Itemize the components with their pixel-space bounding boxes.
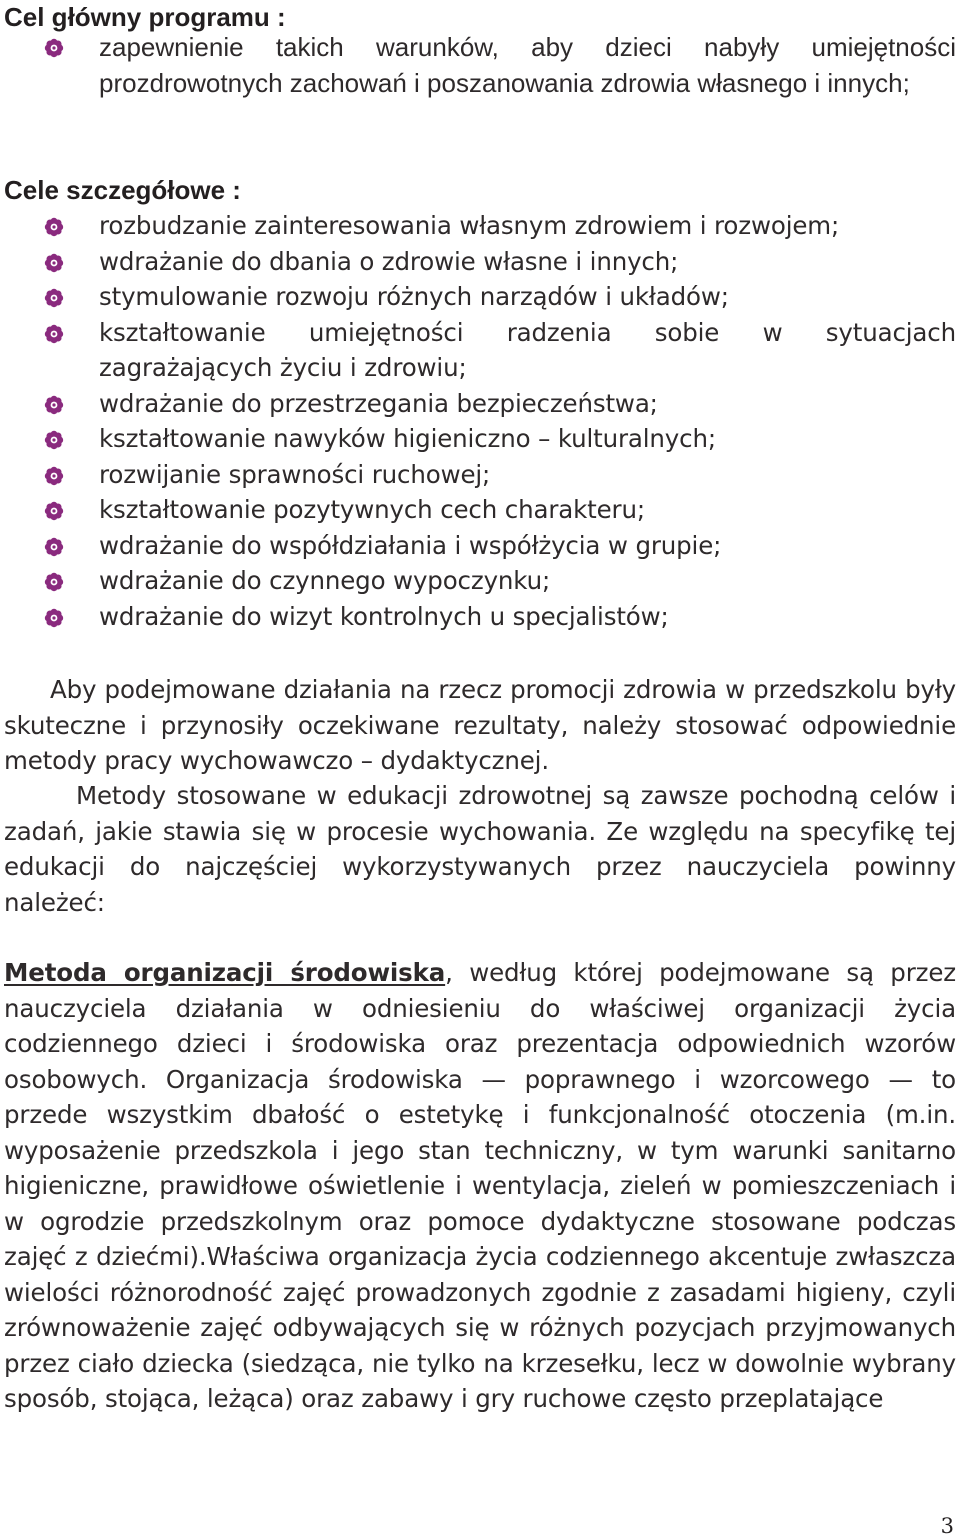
list-item: [0, 563, 960, 599]
methods-intro-paragraph: Aby podejmowane działania na rzecz promocji zdrowia w przedszkolu były skuteczne i przynosiły oczekiwane rezultaty, należy stosować odpowiednie metody pracy wychowawczo – dydaktycznej.: [4, 675, 956, 775]
flower-bullet-icon: [44, 501, 64, 521]
page-number: 3: [940, 1514, 954, 1538]
flower-bullet-icon: [44, 217, 64, 237]
list-item-text: wdrażanie do dbania o zdrowie własne i innych;: [99, 246, 679, 276]
flower-bullet-icon: [44, 253, 64, 273]
list-item: [0, 457, 960, 493]
flower-bullet-icon: [44, 395, 64, 415]
flower-bullet-icon: [44, 466, 64, 486]
list-item: [0, 315, 960, 386]
flower-bullet-icon: [44, 537, 64, 557]
flower-bullet-icon: [44, 38, 64, 58]
list-item-text: stymulowanie rozwoju różnych narządów i układów;: [99, 282, 729, 311]
list-item-text: zapewnienie takich warunków, aby dzieci nabyły umiejętności prozdrowotnych zachowań i poszanowania zdrowia własnego i innych;: [99, 32, 956, 98]
list-item: [0, 29, 960, 101]
list-item-text: kształtowanie nawyków higieniczno – kulturalnych;: [99, 424, 716, 453]
list-item-text: rozbudzanie zainteresowania własnym zdrowiem i rozwojem;: [99, 211, 840, 240]
list-item-text: rozwijanie sprawności ruchowej;: [99, 459, 491, 489]
flower-bullet-icon: [44, 608, 64, 628]
list-item: [0, 528, 960, 564]
flower-bullet-icon: [44, 430, 64, 450]
list-item: [0, 244, 960, 280]
list-item: [0, 492, 960, 528]
list-item: [0, 208, 960, 244]
list-item-text: wdrażanie do czynnego wypoczynku;: [99, 566, 551, 595]
list-item: [0, 599, 960, 635]
list-item-text: wdrażanie do współdziałania i współżycia w grupie;: [99, 530, 722, 560]
main-goal-list: [0, 29, 960, 101]
list-item-text: kształtowanie umiejętności radzenia sobie w sytuacjach zagrażających życiu i zdrowiu;: [99, 317, 956, 382]
list-item: [0, 279, 960, 315]
flower-bullet-icon: [44, 324, 64, 344]
methods-origin-paragraph: Metody stosowane w edukacji zdrowotnej są zawsze pochodną celów i zadań, jakie stawia się w procesie wychowania. Ze względu na specyfikę tej edukacji do najczęściej wykorzystywanych przez nauczyciela powinny należeć:: [4, 781, 956, 917]
main-goal-heading: Cel główny programu :: [4, 2, 286, 32]
specific-goals-list: [0, 208, 960, 634]
list-item-text: kształtowanie pozytywnych cech charakteru;: [99, 495, 645, 524]
flower-bullet-icon: [44, 572, 64, 592]
list-item: [0, 386, 960, 422]
method-term: Metoda organizacji środowiska: [4, 958, 446, 987]
list-item-text: wdrażanie do wizyt kontrolnych u specjalistów;: [99, 601, 669, 631]
environment-method-paragraph: [4, 955, 956, 1417]
list-item-text: wdrażanie do przestrzegania bezpieczeństwa;: [99, 388, 658, 418]
list-item: [0, 421, 960, 457]
method-description: , według której podejmowane są przez nauczyciela działania w odniesieniu do właściwej organizacji życia codziennego dzieci i środowiska oraz prezentacja odpowiednich wzorów osobowych. Organizacja środowiska — poprawnego i wzorcowego — to przede wszystkim dbałość o estetykę i funkcjonalność otoczenia (m.in. wyposażenie przedszkola i jego stan techniczny, w tym warunki sanitarno higieniczne, prawidłowe oświetlenie i wentylacja, zieleń w pomieszczeniach i w ogrodzie przedszkolnym oraz pomoce dydaktyczne stosowane podczas zajęć z dziećmi).Właściwa organizacja życia codziennego akcentuje zwłaszcza wielości różnorodność zajęć prowadzonych zgodnie z zasadami higieny, czyli zrównoważenie zajęć odbywających się w różnych pozycjach przyjmowanych przez ciało dziecka (siedząca, nie tylko na krzesełku, lecz w dowolnie wybrany sposób, stojąca, leżąca) oraz zabawy i gry ruchowe często przeplatające: [4, 958, 956, 1413]
flower-bullet-icon: [44, 288, 64, 308]
specific-goals-heading: Cele szczegółowe :: [4, 175, 241, 205]
